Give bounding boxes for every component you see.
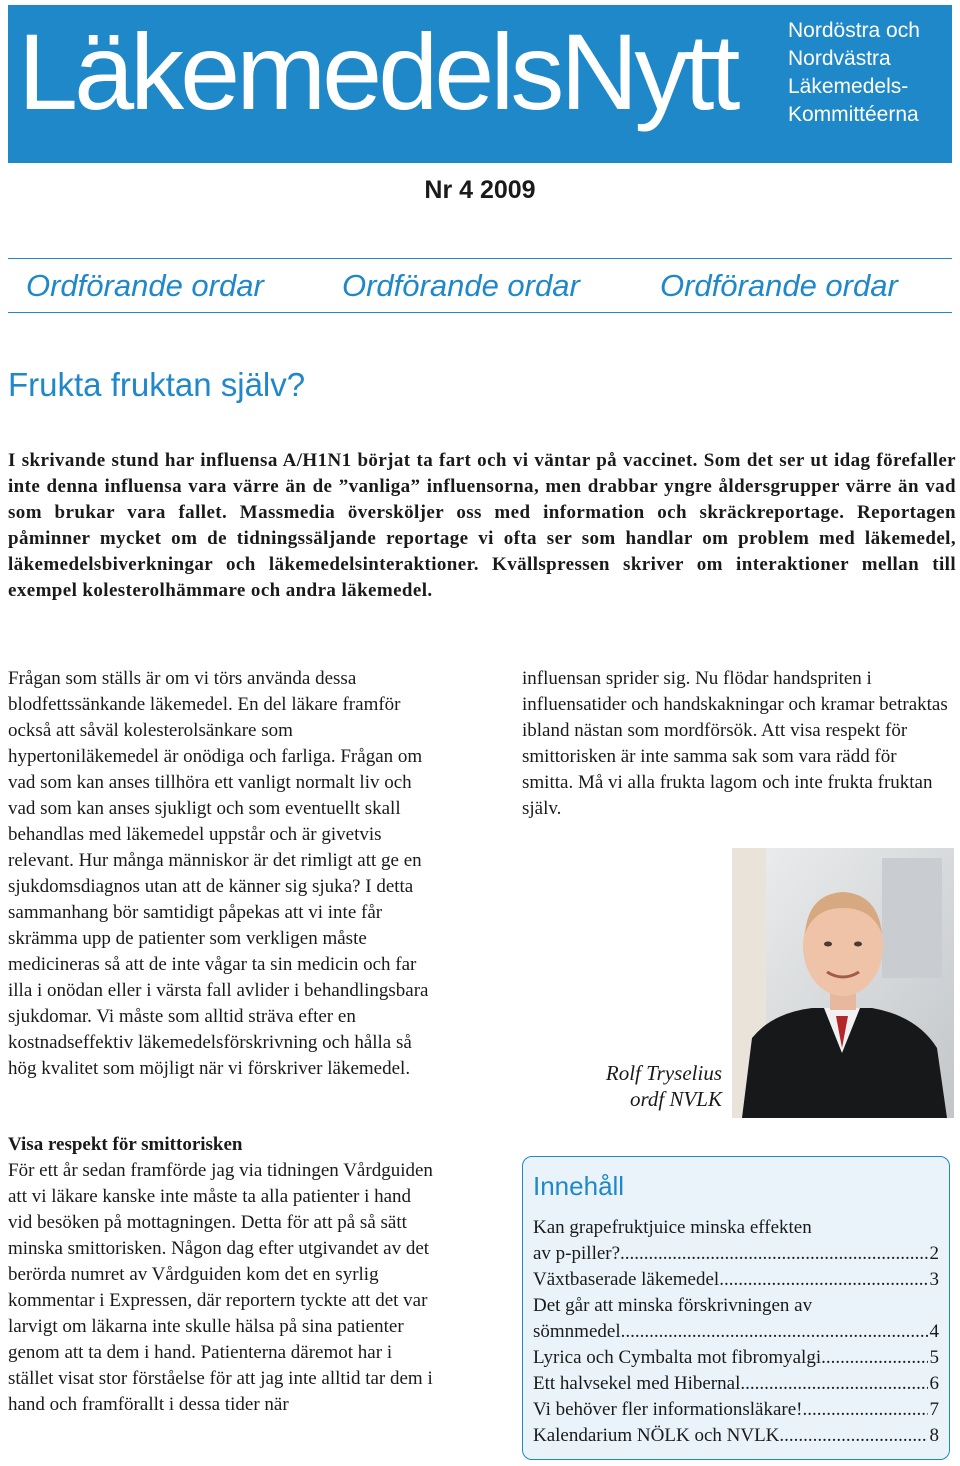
ribbon-bottom-rule bbox=[8, 312, 952, 313]
subtitle-line: Kommittéerna bbox=[788, 103, 919, 126]
toc-page-number: 2 bbox=[929, 1243, 939, 1264]
body-column-left bbox=[8, 666, 440, 1082]
toc-entry-title: Ett halvsekel med Hibernal bbox=[533, 1373, 741, 1394]
toc-entry-title: Vi behöver fler informationsläkare! bbox=[533, 1399, 803, 1420]
article-headline: Frukta fruktan själv? bbox=[8, 366, 306, 403]
toc-entry-line bbox=[533, 1293, 939, 1319]
body-paragraph: För ett år sedan framförde jag via tidningen Vårdguiden att vi läkare kanske inte måste ta alla patienter i hand vid besöken på mottagningen. Detta för att på så sätt minska smittorisken. Någon dag efter utgivandet av det berörda numret av Vårdguiden kom det en syrlig kommentar i Expressen, där reportern tyckte att det var larvigt om läkarna inte skulle hälsa på sina patienter genom att ta dem i hand. Patienterna däremot har i stället visat stor förståelse för att jag inte alltid tar dem i hand och framförallt i dessa tider när bbox=[8, 1160, 433, 1415]
toc-entry-title: Kalendarium NÖLK och NVLK bbox=[533, 1425, 780, 1446]
body-column-left-lower bbox=[8, 1132, 440, 1418]
subtitle-line: Nordöstra och bbox=[788, 19, 920, 42]
subtitle-line: Nordvästra bbox=[788, 47, 891, 70]
toc-leader bbox=[821, 1345, 927, 1371]
toc-title: Innehåll bbox=[533, 1171, 625, 1201]
masthead-banner bbox=[8, 5, 952, 163]
body-column-right bbox=[522, 666, 952, 822]
body-paragraph: influensan sprider sig. Nu flödar handspriten i influensatider och handskakningar och kramar betraktas ibland nästan som mordförsök. Att visa respekt för smittorisken är inte samma sak som vara rädd för smitta. Må vi alla frukta lagom och inte frukta fruktan själv. bbox=[522, 668, 948, 819]
toc-entry-title-cont: sömnmedel bbox=[533, 1321, 621, 1342]
toc-page-number: 3 bbox=[929, 1269, 939, 1290]
body-paragraph: Frågan som ställs är om vi törs använda dessa blodfettssänkande läkemedel. En del läkare framför också att såväl kolesterolsänkare som hypertoniläkemedel är onödiga och farliga. Frågan om vad som kan anses tillhöra ett vanligt normalt liv och vad som kan anses sjukligt och som eventuellt skall behandlas med läkemedel uppstår och är givetvis relevant. Hur många människor är det rimligt att ge en sjukdomsdiagnos utan att de känner sig sjuka? I detta sammanhang bör samtidigt påpekas att vi inte får skrämma upp de patienter som verkligen måste medicineras så att de inte vågar ta sin medicin och far illa i onödan eller i värsta fall avlider i behandlingsbara sjukdomar. Vi måste som alltid sträva efter en kostnadseffektiv läkemedelsförskrivning och hålla så hög kvalitet som möjligt när vi förskriver läkemedel. bbox=[8, 668, 429, 1079]
toc-leader bbox=[620, 1241, 927, 1267]
masthead-title: LäkemedelsNytt bbox=[18, 11, 737, 132]
toc-leader bbox=[740, 1371, 927, 1397]
toc-entry-title: Lyrica och Cymbalta mot fibromyalgi bbox=[533, 1347, 822, 1368]
toc-page-number: 4 bbox=[929, 1321, 939, 1342]
toc-page-number: 8 bbox=[929, 1425, 939, 1446]
toc-entry-title: Växtbaserade läkemedel bbox=[533, 1269, 720, 1290]
ribbon-top-rule bbox=[8, 258, 952, 259]
subtitle-line: Läkemedels- bbox=[788, 75, 909, 98]
toc-entry[interactable] bbox=[533, 1267, 939, 1293]
toc-entry[interactable] bbox=[533, 1423, 939, 1449]
toc-page-number: 5 bbox=[929, 1347, 939, 1368]
toc-leader bbox=[621, 1319, 928, 1345]
toc-page-number: 6 bbox=[929, 1373, 939, 1394]
toc-leader bbox=[779, 1423, 927, 1449]
author-role: ordf NVLK bbox=[630, 1087, 722, 1111]
toc-entry-title: Det går att minska förskrivningen av bbox=[533, 1295, 813, 1316]
ribbon-label: Ordförande ordar bbox=[660, 268, 898, 303]
portrait-illustration bbox=[732, 848, 954, 1118]
toc-entry-line bbox=[533, 1215, 939, 1241]
ribbon-label: Ordförande ordar bbox=[26, 268, 264, 303]
toc-page-number: 7 bbox=[929, 1399, 939, 1420]
toc-entry-title: Kan grapefruktjuice minska effekten bbox=[533, 1217, 812, 1238]
toc-leader bbox=[719, 1267, 927, 1293]
toc-leader bbox=[803, 1397, 928, 1423]
article-lead: I skrivande stund har influensa A/H1N1 börjat ta fart och vi väntar på vaccinet. Som det ser ut idag förefaller inte denna influensa vara värre än de ”vanliga” influensorna, men drabbar yngre åldersgrupper värre än vad som brukar vara fallet. Massmedia översköljer oss med information och skräckreportage. Reportagen påminner mycket om de tidningssäljande reportage vi ofta ser som handlar om problem med läkemedel, läkemedelsbiverkningar och läkemedelsinteraktioner. Kvällspressen skriver om interaktioner mellan till exempel kolesterolhämmare och andra läkemedel. bbox=[8, 450, 956, 601]
toc-entry[interactable] bbox=[533, 1371, 939, 1397]
masthead-subtitle bbox=[788, 17, 920, 129]
toc-entry[interactable] bbox=[533, 1397, 939, 1423]
issue-number: Nr 4 2009 bbox=[424, 176, 536, 204]
section-subheading: Visa respekt för smittorisken bbox=[8, 1134, 243, 1155]
toc-entry[interactable] bbox=[533, 1319, 939, 1345]
toc-entry-title-cont: av p-piller? bbox=[533, 1243, 621, 1264]
photo-caption bbox=[560, 1060, 722, 1112]
table-of-contents bbox=[522, 1156, 950, 1460]
author-name: Rolf Tryselius bbox=[605, 1061, 722, 1085]
author-photo bbox=[732, 848, 954, 1118]
ribbon-label: Ordförande ordar bbox=[342, 268, 580, 303]
toc-entry[interactable] bbox=[533, 1345, 939, 1371]
toc-entry[interactable] bbox=[533, 1241, 939, 1267]
